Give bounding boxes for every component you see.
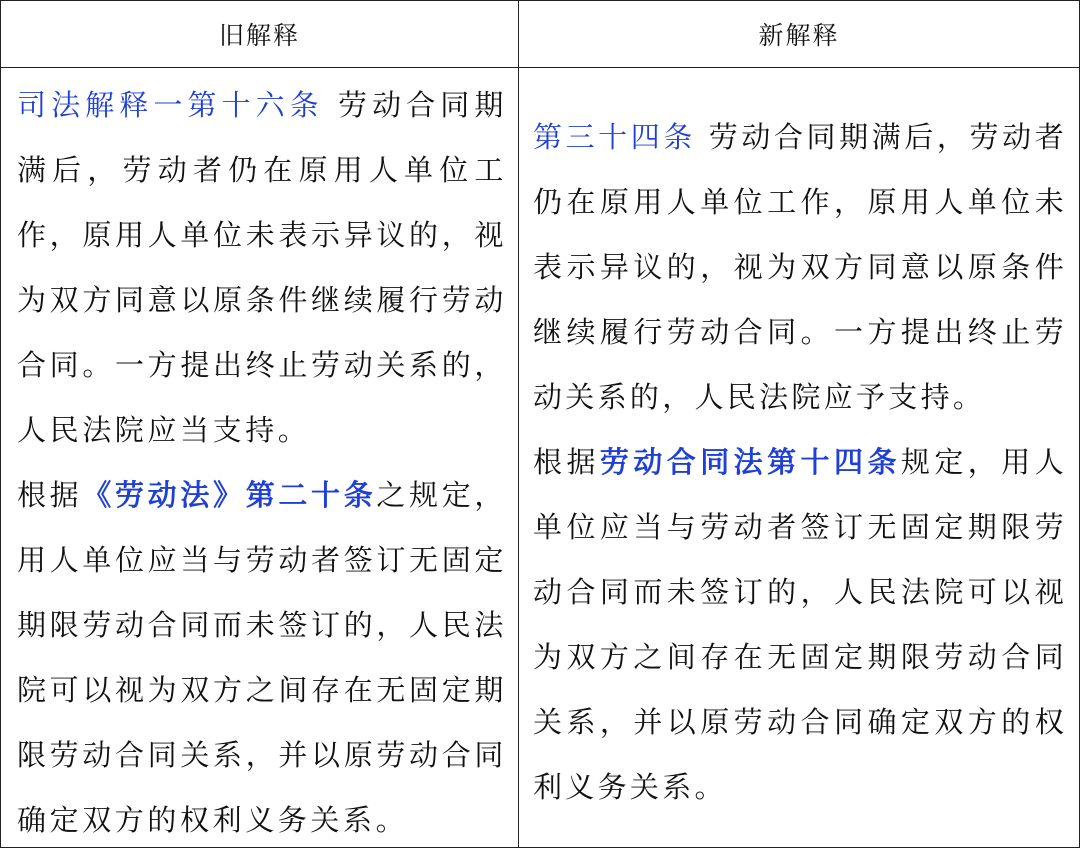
new-basis-text: 规定，用人单位应当与劳动者签订无固定期限劳动合同而未签订的，人民法院可以视为双方之间存在无固定期限劳动合同关系，并以原劳动合同确定双方的权利义务关系。 [533,445,1067,804]
old-article-reference: 司法解释一第十六条 [17,88,324,122]
new-law-reference: 劳动合同法第十四条 [599,445,901,479]
old-article-text: 劳动合同期满后，劳动者仍在原用人单位工作，原用人单位未表示异议的，视为双方同意以原条件继续履行劳动合同。一方提出终止劳动关系的，人民法院应当支持。 [17,88,507,447]
old-basis-text: 之规定，用人单位应当与劳动者签订无固定期限劳动合同而未签订的，人民法院可以视为双方之间存在无固定期限劳动合同关系，并以原劳动合同确定双方的权利义务关系。 [17,478,508,837]
column-divider [518,1,519,847]
header-old-interpretation: 旧解释 [218,21,300,50]
old-interpretation-cell [17,73,507,853]
old-law-reference: 《劳动法》第二十条 [82,478,377,512]
new-basis-lead: 根据 [533,445,600,479]
old-basis-lead: 根据 [17,478,83,512]
new-article-reference: 第三十四条 [533,120,696,154]
old-paragraph-1 [17,73,507,463]
old-paragraph-2 [17,463,507,853]
new-paragraph-1 [533,105,1067,430]
header-divider [1,67,1079,68]
new-interpretation-cell [533,105,1067,820]
new-paragraph-2 [533,430,1067,820]
header-new-interpretation: 新解释 [758,21,840,50]
new-article-text: 劳动合同期满后，劳动者仍在原用人单位工作，原用人单位未表示异议的，视为双方同意以原条件继续履行劳动合同。一方提出终止劳动关系的，人民法院应予支持。 [533,120,1067,414]
